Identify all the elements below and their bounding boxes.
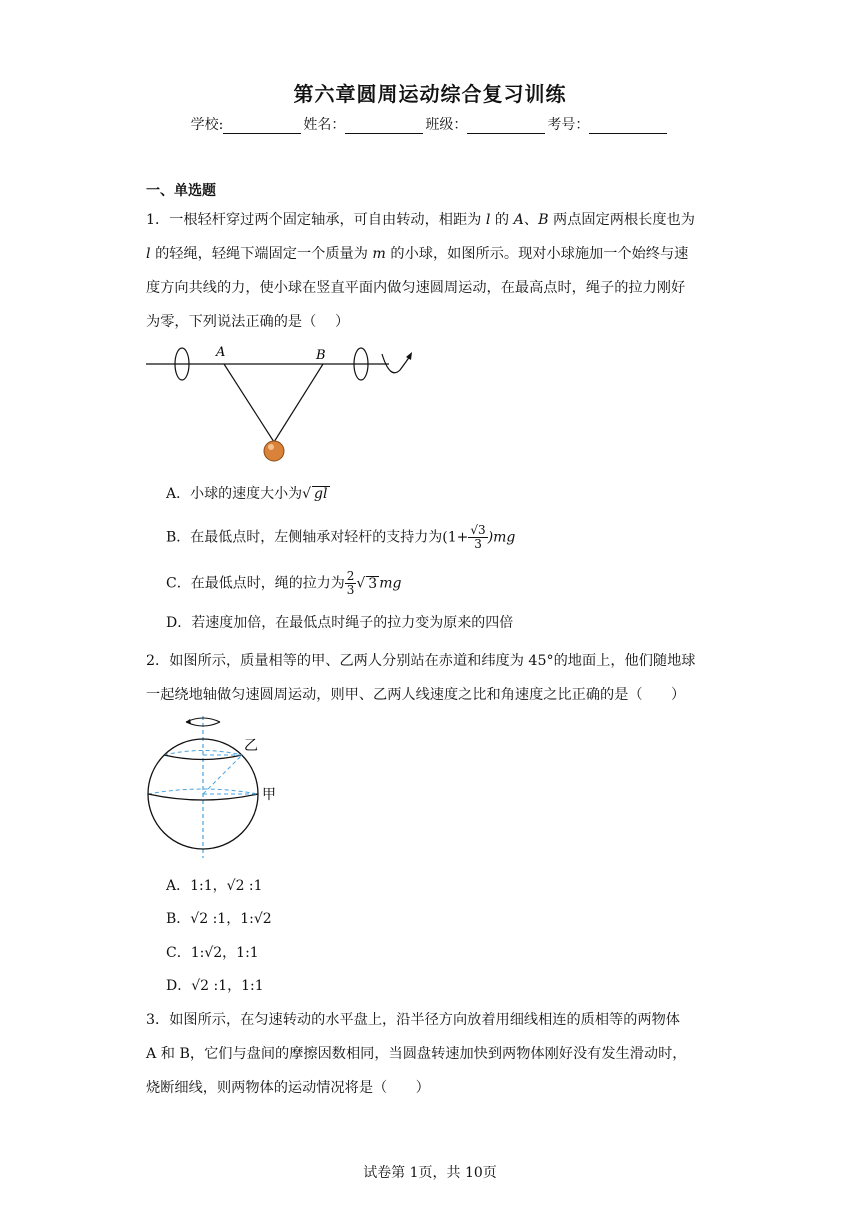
label-a: A	[216, 345, 226, 360]
label-jia: 甲	[262, 787, 276, 803]
question-3-line-2: A 和 B，它们与盘间的摩擦因数相同，当圆盘转速加快到两物体刚好没有发生滑动时，	[146, 1046, 687, 1062]
rope-left	[224, 364, 274, 442]
question-1-line-4: 为零，下列说法正确的是（ ）	[146, 314, 350, 330]
option-text: 若速度加倍，在最低点时绳子的拉力变为原来的四倍	[191, 615, 514, 631]
option-math-pre: (1+	[442, 529, 469, 546]
question-2-line-1-text: 如图所示，质量相等的甲、乙两人分别站在赤道和纬度为 45°的地面上，他们随地球	[169, 653, 696, 669]
option-text: 在最低点时，左侧轴承对轻杆的支持力为	[190, 529, 443, 546]
name-label: 姓名：	[303, 117, 346, 133]
question-3-line-3: 烧断细线，则两物体的运动情况将是（ ）	[146, 1080, 430, 1096]
rope-right	[274, 364, 323, 442]
school-blank	[223, 119, 301, 134]
option-label: C．	[166, 575, 191, 592]
option-label: D．	[166, 615, 192, 631]
sqrt-sign: √	[302, 486, 312, 502]
question-3-text	[146, 1003, 716, 1105]
question-1-line-1-text: 一根轻杆穿过两个固定轴承，可自由转动，相距为	[169, 212, 482, 228]
label-b: B	[316, 348, 326, 363]
question-1-figure	[144, 340, 424, 466]
page-title: 第六章圆周运动综合复习训练	[293, 82, 567, 106]
exam-no-blank	[589, 119, 667, 134]
question-2-line-1	[146, 644, 716, 678]
q1-option-b[interactable]	[166, 524, 515, 551]
option-label: A．	[166, 486, 191, 502]
option-label: A．	[166, 878, 191, 894]
question-3-line-1-text: 如图所示，在匀速转动的水平盘上，沿半径方向放着用细线相连的质相等的两物体	[169, 1012, 680, 1028]
question-1-text	[146, 203, 716, 339]
numerator: 2	[346, 569, 355, 583]
q1-option-c[interactable]	[166, 570, 401, 597]
option-label: B．	[166, 529, 191, 546]
ball	[264, 441, 284, 461]
option-text: √2 :1，1:√2	[190, 911, 272, 927]
school-label: 学校:	[190, 117, 224, 133]
exam-no-label: 考号：	[547, 117, 590, 133]
numerator: √3	[470, 523, 486, 537]
question-2-line-2: 一起绕地轴做匀速圆周运动，则甲、乙两人线速度之比和角速度之比正确的是（ ）	[146, 687, 686, 703]
denominator: 3	[346, 583, 355, 597]
q2-option-a[interactable]	[166, 875, 263, 895]
q1-option-d[interactable]	[166, 612, 513, 632]
denominator: 3	[474, 537, 482, 551]
q1-option-a[interactable]	[166, 483, 330, 503]
section-title: 一、单选题	[146, 183, 216, 199]
question-1-line-1: 1．一根轻杆穿过两个固定轴承，可自由转动，相距为 l 的 A、B 两点固定两根长度也为	[146, 212, 695, 228]
question-1-line-2: l 的轻绳，轻绳下端固定一个质量为 m 的小球，如图所示。现对小球施加一个始终与速	[146, 246, 689, 262]
label-yi: 乙	[244, 738, 258, 754]
rotation-arrow	[382, 354, 410, 373]
question-1-line-2-text: 的轻绳，轻绳下端固定一个质量为	[155, 246, 368, 262]
question-2-text	[146, 644, 716, 712]
class-blank	[467, 119, 545, 134]
option-math-post: )mg	[487, 529, 516, 546]
question-2-number: 2．	[146, 653, 170, 669]
q2-option-c[interactable]	[166, 942, 259, 962]
option-math: 3	[368, 575, 378, 592]
option-text: 1:1，√2 :1	[190, 878, 263, 894]
fraction	[468, 524, 487, 551]
option-math-post: mg	[379, 575, 402, 592]
sqrt-sign: √	[356, 575, 366, 592]
student-info-line	[0, 114, 860, 134]
option-label: D．	[166, 978, 192, 994]
page-footer: 试卷第 1页，共 10页	[363, 1165, 497, 1181]
option-label: C．	[166, 945, 191, 961]
question-3-number: 3．	[146, 1012, 170, 1028]
option-text: √2 :1，1:1	[191, 978, 264, 994]
q2-option-b[interactable]	[166, 908, 272, 928]
question-2-figure	[140, 710, 290, 860]
option-text: 在最低点时，绳的拉力为	[190, 575, 345, 592]
option-text: 1:√2，1:1	[190, 945, 259, 961]
class-label: 班级：	[425, 117, 468, 133]
fraction	[345, 570, 357, 597]
option-label: B．	[166, 911, 191, 927]
option-text: 小球的速度大小为	[190, 486, 303, 502]
question-1-number: 1．	[146, 212, 170, 228]
question-3-line-1	[146, 1003, 716, 1037]
name-blank	[345, 119, 423, 134]
q2-option-d[interactable]	[166, 975, 264, 995]
question-1-line-3: 度方向共线的力，使小球在竖直平面内做匀速圆周运动，在最高点时，绳子的拉力刚好	[146, 280, 686, 296]
option-math: gl	[314, 486, 328, 502]
